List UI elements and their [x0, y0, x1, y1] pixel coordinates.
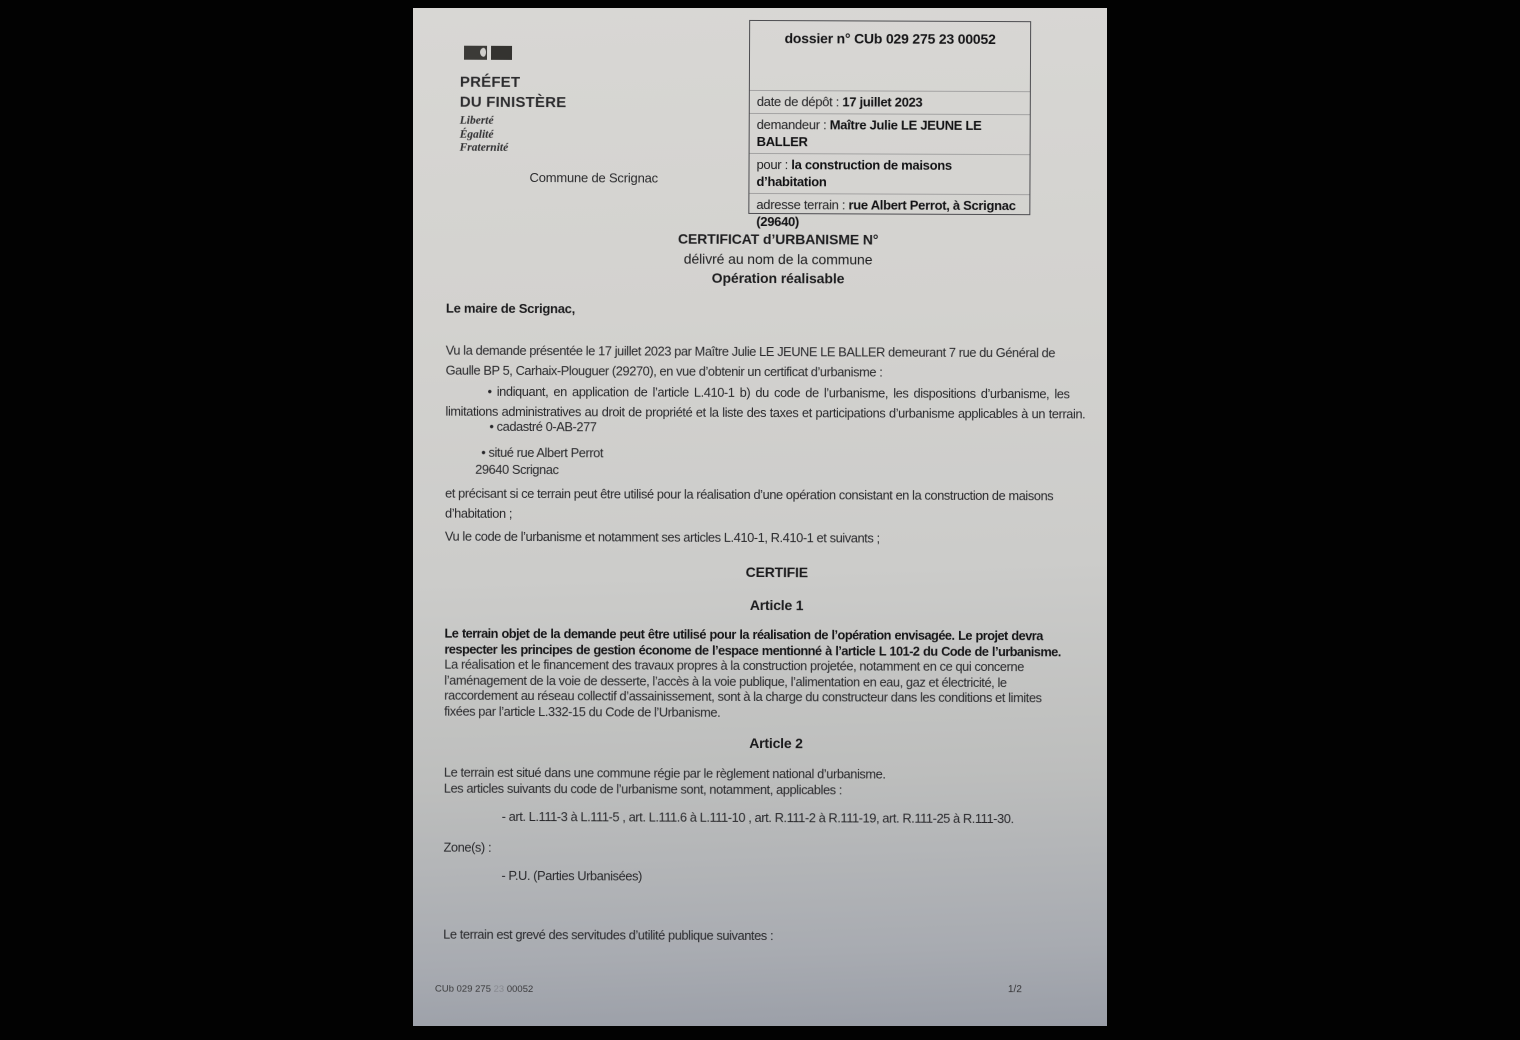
zones-label: Zone(s) : [443, 839, 492, 855]
footer-ref-faint: 23 [493, 983, 505, 995]
title-line-1: CERTIFICAT d’URBANISME N° [677, 230, 879, 248]
paragraph-vu-demande: Vu la demande présentée le 17 juillet 2023 par Maître Julie LE JEUNE LE BALLER demeurant 7 rue du Général de Gaulle BP 5, Carhaix-Plouguer (29270), en vue d’obtenir un certificat d’urbanisme : [445, 342, 1056, 380]
zone-item: - P.U. (Parties Urbanisées) [501, 867, 642, 884]
footer-ref-part1: CUb 029 275 [434, 983, 494, 995]
article2-heading: Article 2 [749, 734, 803, 752]
servitudes-line: Le terrain est grevé des servitudes d’utilité publique suivantes : [443, 926, 774, 944]
row-label: pour : [756, 156, 792, 173]
salutation: Le maire de Scrignac, [445, 300, 576, 317]
bullet-situe-line2: 29640 Scrignac [475, 461, 559, 478]
dossier-row-adresse [749, 193, 1029, 234]
republic-motto: Liberté Égalité Fraternité [459, 114, 509, 154]
row-value: la construction de maisons d’habitation [756, 157, 952, 190]
scanned-document-page [413, 8, 1107, 1026]
flag-left-block-icon [464, 46, 487, 60]
bullet-indiquant-line1: • indiquant, en application de l’article L.410-1 b) du code de l’urbanisme, les dispositions d’urbanisme, les [487, 383, 1070, 402]
certifie-heading: CERTIFIE [745, 563, 808, 581]
dossier-row-date [750, 90, 1030, 114]
row-label: demandeur : [756, 116, 830, 133]
dossier-rows [749, 90, 1030, 234]
title-line-2: délivré au nom de la commune [683, 250, 873, 267]
row-label: adresse terrain : [756, 196, 849, 213]
document-title [446, 229, 1107, 290]
dossier-number: dossier n° CUb 029 275 23 00052 [784, 30, 996, 48]
dossier-row-demandeur [750, 113, 1030, 154]
document-content [413, 8, 1107, 1026]
article2-intro: Le terrain est situé dans une commune régie par le règlement national d’urbanisme. Les articles suivants du code de l’urbanisme sont, notamment, applicables : [443, 764, 886, 797]
bullet-situe: • situé rue Albert Perrot [481, 444, 604, 461]
article1-heading: Article 1 [749, 596, 804, 614]
prefecture-name: PRÉFET DU FINISTÈRE [459, 73, 567, 111]
article1-text [444, 626, 1107, 722]
flag-right-block-icon [491, 46, 512, 60]
footer-ref-part2: 00052 [504, 983, 534, 996]
article2-articles-list: - art. L.111-3 à L.111-5 , art. L.111.6 à L.111-10 , art. R.111-2 à R.111-19, art. R.111-25 à R.111-30. [501, 808, 1014, 827]
row-label: date de dépôt : [756, 93, 843, 110]
dossier-row-pour [749, 153, 1029, 194]
footer-page-number: 1/2 [1007, 984, 1022, 996]
article1-bold-text: Le terrain objet de la demande peut être utilisé pour la réalisation de l’opération envisagée. Le projet devra respecter les principes de gestion économe de l’espace mentionné à l’article L 101-2 du Code de l’urbanisme. [444, 625, 1061, 659]
commune-label: Commune de Scrignac [529, 169, 658, 186]
bullet-cadastre: • cadastré 0-AB-277 [489, 418, 597, 435]
title-line-3: Opération réalisable [711, 269, 845, 287]
bullet-indiquant-line2: limitations administratives au droit de propriété et la liste des taxes et participations d’urbanisme applicables à un terrain. [445, 403, 1086, 422]
article1-normal-text: La réalisation et le financement des travaux propres à la construction projetée, notamment en ce qui concerne l’aménagement de la voie de desserte, l’accès à la voie publique, l’alimentation en eau, gaz et électricité, le raccordement au réseau collectif d’assainissement, sont à la charge du constructeur dans les conditions et limites fixées par l’article L.332-15 du Code de l’Urbanisme. [444, 656, 1042, 720]
footer-reference [435, 984, 533, 995]
dossier-info-box [748, 20, 1031, 230]
row-value: Maître Julie LE JEUNE LE BALLER [756, 117, 982, 150]
prefecture-flag-logo-icon [464, 46, 516, 60]
paragraph-et-precisant: et précisant si ce terrain peut être utilisé pour la réalisation d’une opération consistant en la construction de maisons d’habitation ; [444, 485, 1054, 521]
row-value: 17 juillet 2023 [842, 94, 923, 110]
paragraph-vu-code: Vu le code de l’urbanisme et notamment ses articles L.410-1, R.410-1 et suivants ; [444, 528, 880, 546]
row-value: rue Albert Perrot, à Scrignac (29640) [756, 197, 1016, 230]
